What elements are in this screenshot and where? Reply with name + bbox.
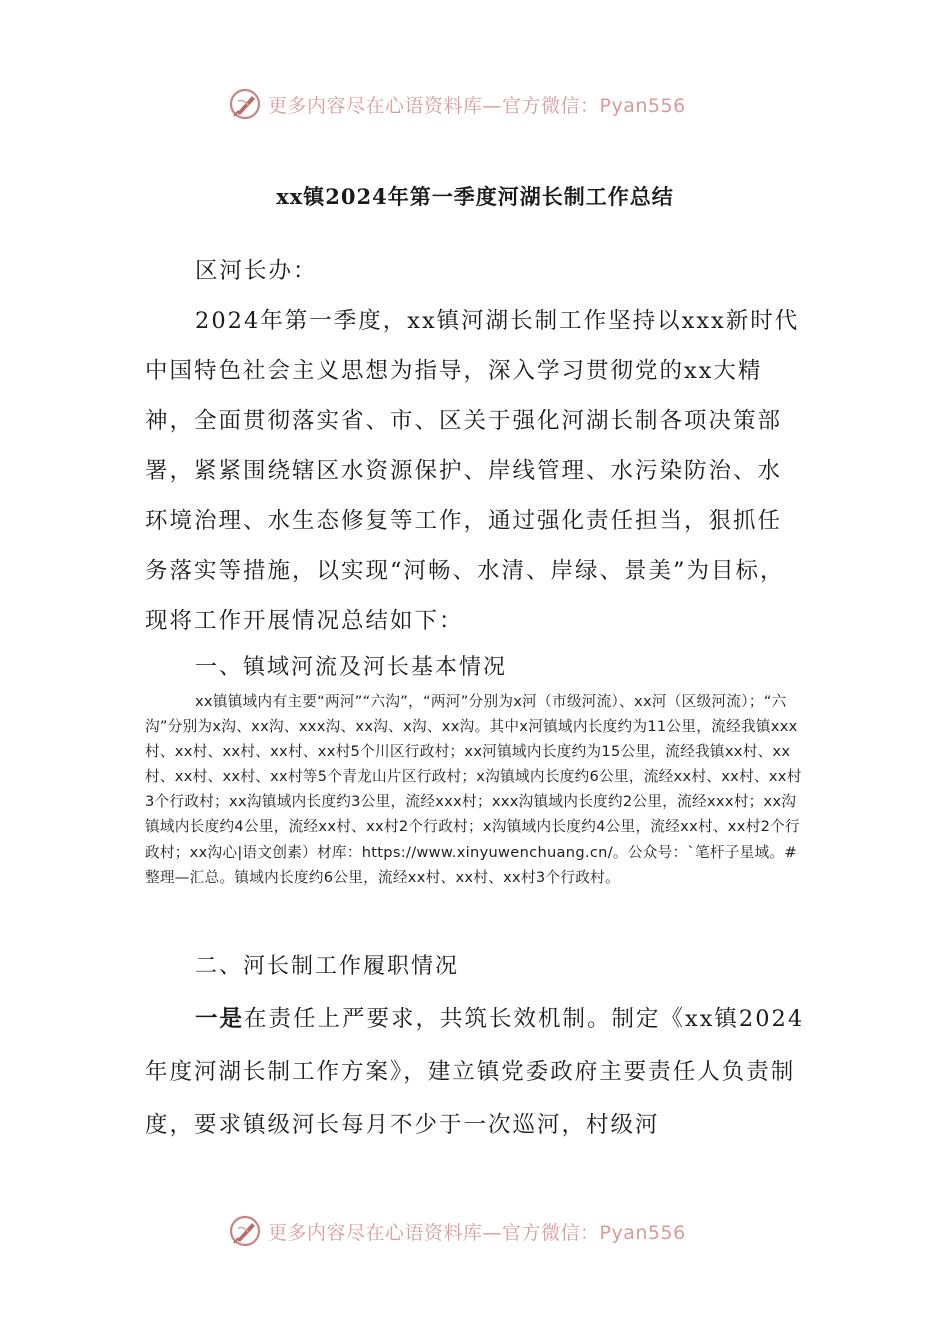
- item-1-lead: 一是: [195, 1006, 245, 1032]
- pen-circle-logo-icon: [228, 1214, 262, 1248]
- section-1-body: xx镇镇域内有主要“两河”“六沟”，“两河”分别为x河（市级河流）、xx河（区级河流）；“六沟”分别为x沟、xx沟、xxx沟、xx沟、x沟、xx沟。其中x河镇域内长度约为11公里，流经我镇xxx村、xx村、xx村、xx村、xx村5个川区行政村；xx河镇域内长度约为15公里，流经我镇xx村、xx村、xx村、xx村、xx村等5个青龙山片区行政村；x沟镇域内长度约6公里，流经xx村、xx村、xx村3个行政村；xx沟镇域内长度约3公里，流经xxx村；xxx沟镇域内长度约2公里，流经xxx村；xx沟镇域内长度约4公里，流经xx村、xx村2个行政村；x沟镇域内长度约4公里，流经xx村、xx村2个行政村；xx沟心|语文创素）材库：https://www.xinyuwenchuang.cn/。公众号：`笔杆子星域。#整理—汇总。镇域内长度约6公里，流经xx村、xx村、xx村3个行政村。: [145, 693, 802, 886]
- intro-paragraph: 2024年第一季度，xx镇河湖长制工作坚持以xxx新时代中国特色社会主义思想为指导，深入学习贯彻党的xx大精神，全面贯彻落实省、市、区关于强化河湖长制各项决策部署，紧紧围绕辖区水资源保护、岸线管理、水污染防治、水环境治理、水生态修复等工作，通过强化责任担当，狠抓任务落实等措施，以实现“河畅、水清、岸绿、景美”为目标，现将工作开展情况总结如下：: [145, 308, 800, 634]
- document-title: xx镇2024年第一季度河湖长制工作总结: [276, 184, 674, 209]
- watermark-text: 更多内容尽在心语资料库—官方微信：Pyan556: [268, 94, 686, 117]
- section-heading-2: 二、河长制工作履职情况: [195, 954, 460, 979]
- pen-circle-logo-icon: [228, 87, 262, 121]
- watermark-header: [228, 84, 686, 124]
- item-1-paragraph: [145, 993, 805, 1152]
- section-heading-1: 一、镇域河流及河长基本情况: [195, 655, 508, 680]
- salutation: 区河长办：: [195, 258, 318, 284]
- item-1-text: 在责任上严要求，共筑长效机制。制定《xx镇2024年度河湖长制工作方案》，建立镇党委政府主要责任人负责制度，要求镇级河长每月不少于一次巡河，村级河: [145, 1006, 805, 1138]
- watermark-text: 更多内容尽在心语资料库—官方微信：Pyan556: [268, 1221, 686, 1244]
- watermark-footer: [228, 1211, 686, 1251]
